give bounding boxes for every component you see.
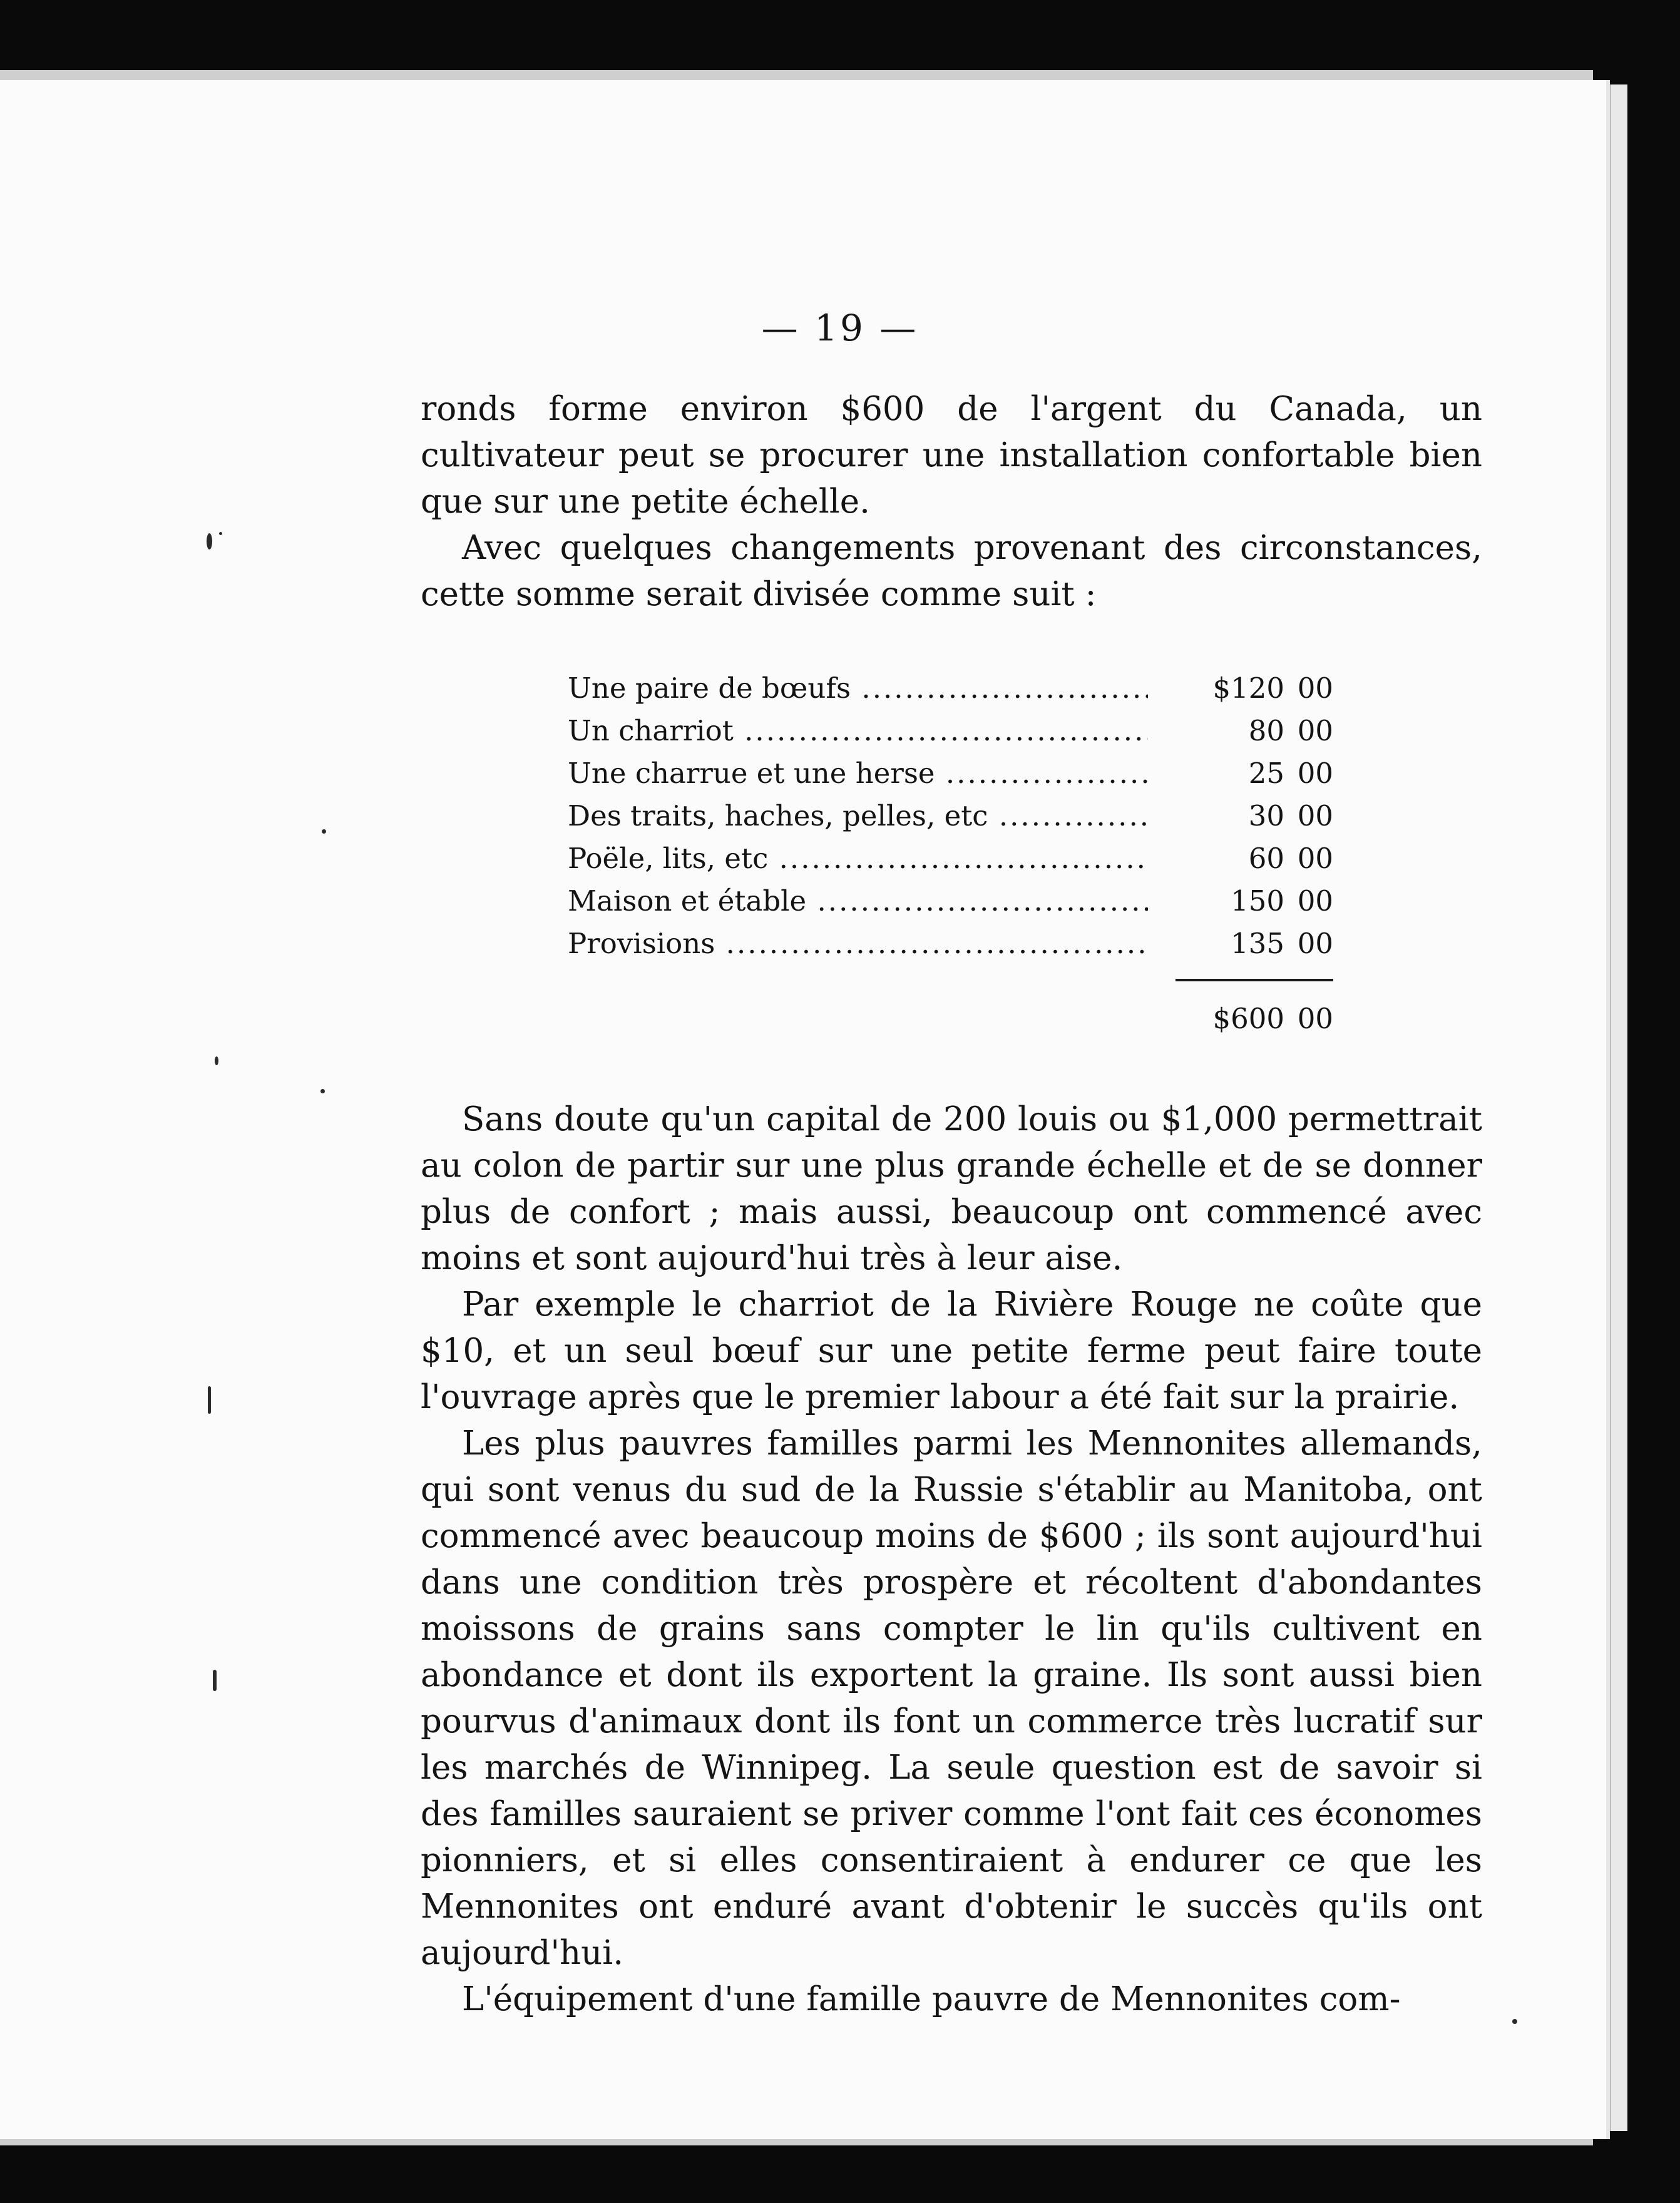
budget-total-amount: $600 (1179, 998, 1284, 1040)
margin-speck (322, 829, 326, 834)
total-rule (1175, 979, 1333, 981)
budget-item-amount: 30 (1148, 795, 1284, 837)
paragraph: Sans doute qu'un capital de 200 louis ou $1,000 permettrait au colon de partir sur une plus grande échelle et de se donner plus de confort ; mais aussi, beaucoup ont commencé avec moins et sont aujourd'hui très à leur aise. (421, 1100, 1482, 1277)
page-number: — 19 — (761, 307, 919, 349)
budget-item-label: Une paire de bœufs ..... (568, 667, 1148, 710)
budget-item-cents: 00 (1297, 757, 1333, 790)
budget-item-label: Provisions ..... (568, 923, 1148, 965)
budget-item-cents: 00 (1297, 842, 1333, 875)
budget-item-label: Maison et étable ..... (568, 880, 1148, 923)
budget-item-amount: 80 (1148, 710, 1284, 752)
margin-speck (215, 1056, 218, 1065)
margin-speck (1512, 2019, 1517, 2024)
budget-item-amount: 60 (1148, 837, 1284, 880)
paragraph: Avec quelques changements provenant des circonstances, cette somme serait divisée comme suit : (421, 529, 1482, 613)
budget-total-row (568, 998, 1333, 1040)
body-text (421, 1096, 1482, 2023)
budget-row (568, 880, 1333, 923)
budget-item-amount: 135 (1148, 923, 1284, 965)
budget-item-amount: 25 (1148, 752, 1284, 795)
paragraph: Les plus pauvres familles parmi les Mennonites allemands, qui sont venus du sud de la Russie s'établir au Manitoba, ont commencé avec beaucoup moins de $600 ; ils sont aujourd'hui dans une condition très prospère et récoltent d'abondantes moissons de grains sans compter le lin qu'ils cultivent en abondance et dont ils exportent la graine. Ils sont aussi bien pourvus d'animaux dont ils font un commerce très lucratif sur les marchés de Winnipeg. La seule question est de savoir si des familles sauraient se priver comme l'ont fait ces économes pionniers, et si elles consentiraient à endurer ce que les Mennonites ont enduré avant d'obtenir le succès qu'ils ont aujourd'hui. (421, 1424, 1482, 1972)
margin-speck (320, 1089, 325, 1093)
budget-total-cents: 00 (1297, 1002, 1333, 1035)
margin-speck (208, 1386, 211, 1414)
budget-item-amount: $120 (1148, 667, 1284, 710)
budget-row (568, 667, 1333, 710)
page-edge (1610, 84, 1627, 2131)
budget-item-cents: 00 (1297, 927, 1333, 960)
budget-row (568, 795, 1333, 837)
budget-row (568, 752, 1333, 795)
budget-table (568, 667, 1333, 1040)
margin-speck (207, 533, 212, 549)
budget-item-cents: 00 (1297, 799, 1333, 832)
budget-item-label: Des traits, haches, pelles, etc ..... (568, 795, 1148, 837)
paragraph: L'équipement d'une famille pauvre de Mennonites com- (462, 1980, 1401, 2018)
budget-item-cents: 00 (1297, 884, 1333, 917)
budget-row (568, 710, 1333, 752)
budget-item-cents: 00 (1297, 672, 1333, 705)
margin-speck (213, 1670, 217, 1691)
budget-item-label: Un charriot ..... (568, 710, 1148, 752)
budget-item-label: Poële, lits, etc ..... (568, 837, 1148, 880)
paragraph: Par exemple le charriot de la Rivière Rouge ne coûte que $10, et un seul bœuf sur une petite ferme peut faire toute l'ouvrage après que le premier labour a été fait sur la prairie. (421, 1286, 1482, 1416)
budget-item-cents: 00 (1297, 714, 1333, 747)
budget-item-amount: 150 (1148, 880, 1284, 923)
budget-row (568, 923, 1333, 965)
intro-text (421, 386, 1482, 618)
paragraph: ronds forme environ $600 de l'argent du Canada, un cultivateur peut se procurer une installation confortable bien que sur une petite échelle. (421, 390, 1482, 521)
budget-item-label: Une charrue et une herse ..... (568, 752, 1148, 795)
budget-row (568, 837, 1333, 880)
margin-speck (219, 532, 222, 535)
